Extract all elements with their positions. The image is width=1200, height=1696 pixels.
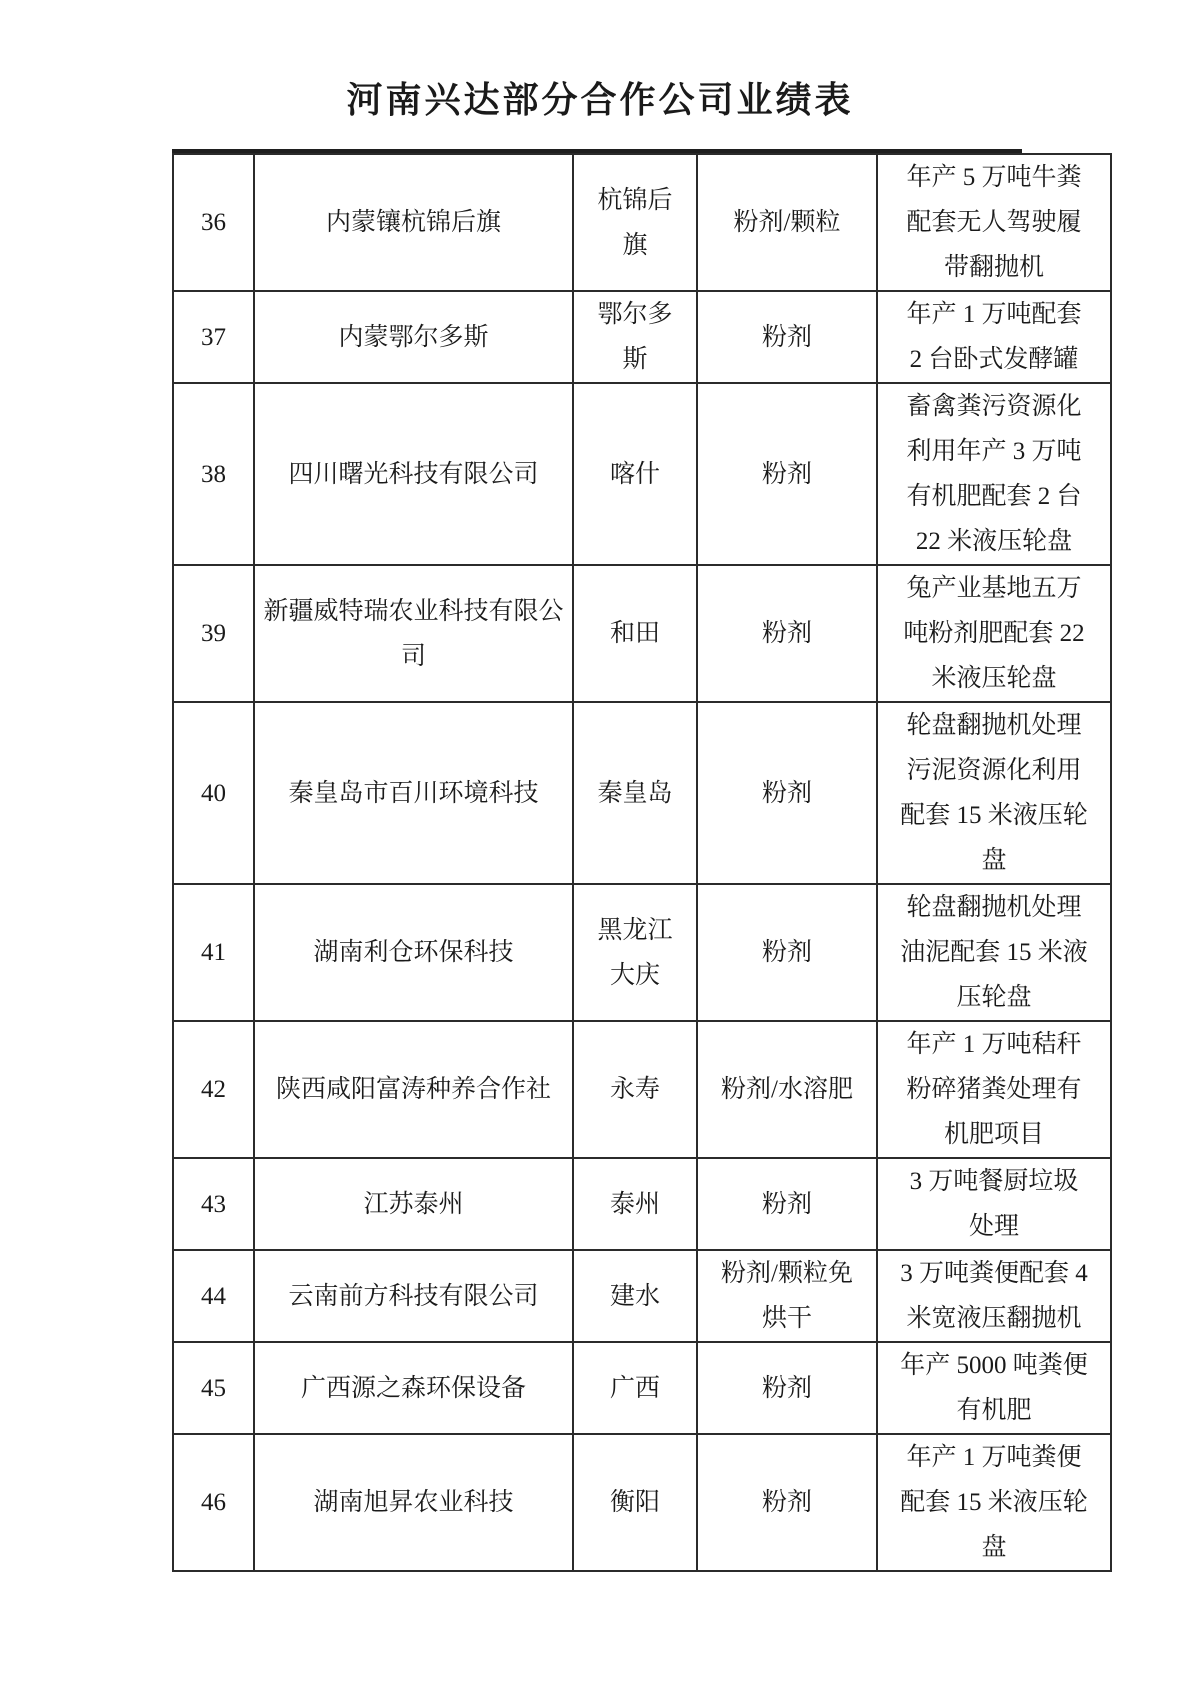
company-name-cell: 秦皇岛市百川环境科技 — [254, 702, 573, 884]
performance-table-body — [173, 154, 1111, 1571]
table-row — [173, 1250, 1111, 1342]
location-cell: 广西 — [573, 1342, 697, 1434]
project-description-cell: 3 万吨粪便配套 4 米宽液压翻抛机 — [877, 1250, 1111, 1342]
company-name-cell: 内蒙镶杭锦后旗 — [254, 154, 573, 291]
row-number-cell: 46 — [173, 1434, 254, 1571]
product-form-cell: 粉剂/颗粒 — [697, 154, 877, 291]
row-number-cell: 40 — [173, 702, 254, 884]
product-form-cell: 粉剂 — [697, 383, 877, 565]
location-cell: 杭锦后旗 — [573, 154, 697, 291]
project-description-cell: 年产 1 万吨秸秆粉碎猪粪处理有机肥项目 — [877, 1021, 1111, 1158]
table-row — [173, 1021, 1111, 1158]
row-number-cell: 37 — [173, 291, 254, 383]
performance-table — [172, 153, 1112, 1572]
location-cell: 和田 — [573, 565, 697, 702]
row-number-cell: 39 — [173, 565, 254, 702]
company-name-cell: 江苏泰州 — [254, 1158, 573, 1250]
row-number-cell: 36 — [173, 154, 254, 291]
table-row — [173, 1158, 1111, 1250]
company-name-cell: 云南前方科技有限公司 — [254, 1250, 573, 1342]
product-form-cell: 粉剂 — [697, 1158, 877, 1250]
company-name-cell: 湖南旭昇农业科技 — [254, 1434, 573, 1571]
location-cell: 黑龙江大庆 — [573, 884, 697, 1021]
product-form-cell: 粉剂 — [697, 884, 877, 1021]
product-form-cell: 粉剂 — [697, 1434, 877, 1571]
page-title: 河南兴达部分合作公司业绩表 — [346, 80, 854, 120]
row-number-cell: 44 — [173, 1250, 254, 1342]
project-description-cell: 兔产业基地五万吨粉剂肥配套 22 米液压轮盘 — [877, 565, 1111, 702]
product-form-cell: 粉剂 — [697, 291, 877, 383]
company-name-cell: 湖南利仓环保科技 — [254, 884, 573, 1021]
location-cell: 秦皇岛 — [573, 702, 697, 884]
location-cell: 建水 — [573, 1250, 697, 1342]
product-form-cell: 粉剂/水溶肥 — [697, 1021, 877, 1158]
company-name-cell: 四川曙光科技有限公司 — [254, 383, 573, 565]
product-form-cell: 粉剂 — [697, 1342, 877, 1434]
location-cell: 衡阳 — [573, 1434, 697, 1571]
project-description-cell: 年产 5000 吨粪便有机肥 — [877, 1342, 1111, 1434]
table-row — [173, 1342, 1111, 1434]
location-cell: 泰州 — [573, 1158, 697, 1250]
row-number-cell: 38 — [173, 383, 254, 565]
location-cell: 永寿 — [573, 1021, 697, 1158]
table-row — [173, 565, 1111, 702]
project-description-cell: 畜禽粪污资源化利用年产 3 万吨有机肥配套 2 台 22 米液压轮盘 — [877, 383, 1111, 565]
table-row — [173, 383, 1111, 565]
product-form-cell: 粉剂/颗粒免烘干 — [697, 1250, 877, 1342]
row-number-cell: 45 — [173, 1342, 254, 1434]
table-row — [173, 884, 1111, 1021]
project-description-cell: 年产 1 万吨配套 2 台卧式发酵罐 — [877, 291, 1111, 383]
product-form-cell: 粉剂 — [697, 702, 877, 884]
company-name-cell: 陕西咸阳富涛种养合作社 — [254, 1021, 573, 1158]
location-cell: 鄂尔多斯 — [573, 291, 697, 383]
table-row — [173, 702, 1111, 884]
table-row — [173, 1434, 1111, 1571]
project-description-cell: 年产 5 万吨牛粪配套无人驾驶履带翻抛机 — [877, 154, 1111, 291]
company-name-cell: 内蒙鄂尔多斯 — [254, 291, 573, 383]
location-cell: 喀什 — [573, 383, 697, 565]
row-number-cell: 42 — [173, 1021, 254, 1158]
project-description-cell: 轮盘翻抛机处理污泥资源化利用配套 15 米液压轮盘 — [877, 702, 1111, 884]
table-row — [173, 291, 1111, 383]
table-row — [173, 154, 1111, 291]
project-description-cell: 轮盘翻抛机处理油泥配套 15 米液压轮盘 — [877, 884, 1111, 1021]
row-number-cell: 43 — [173, 1158, 254, 1250]
project-description-cell: 年产 1 万吨粪便配套 15 米液压轮盘 — [877, 1434, 1111, 1571]
company-name-cell: 广西源之森环保设备 — [254, 1342, 573, 1434]
row-number-cell: 41 — [173, 884, 254, 1021]
company-name-cell: 新疆威特瑞农业科技有限公司 — [254, 565, 573, 702]
project-description-cell: 3 万吨餐厨垃圾处理 — [877, 1158, 1111, 1250]
product-form-cell: 粉剂 — [697, 565, 877, 702]
